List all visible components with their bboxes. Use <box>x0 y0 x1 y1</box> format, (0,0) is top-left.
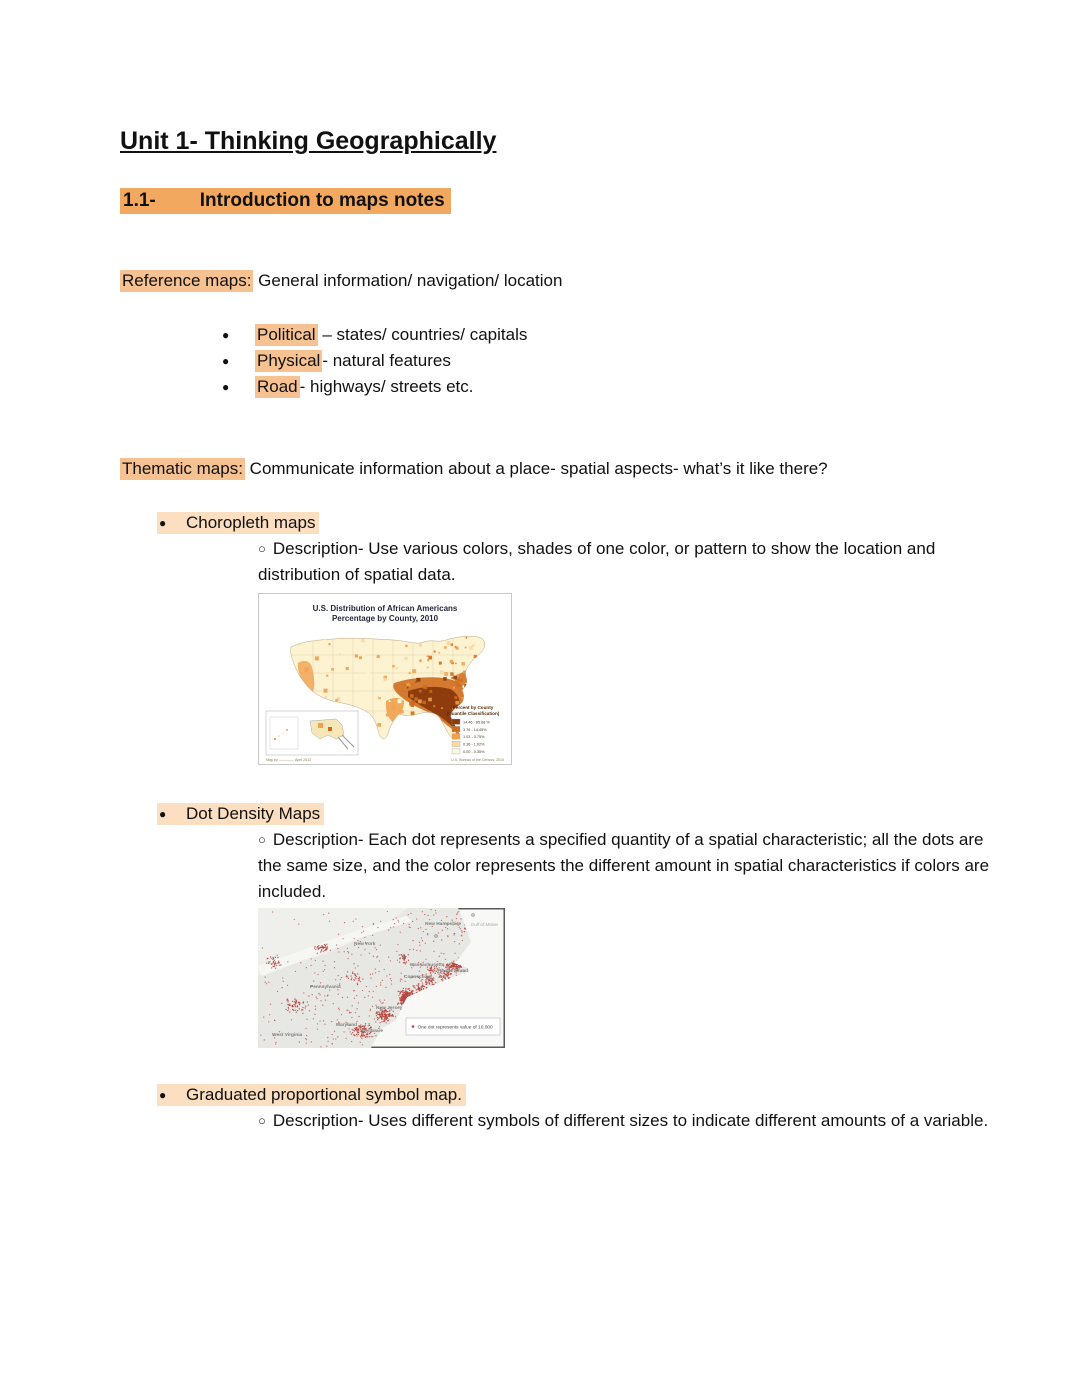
label-pennsylvania: Pennsylvania <box>310 985 341 990</box>
reference-maps-label: Reference maps: <box>122 271 252 290</box>
dot-density-description-text: Description- Each dot represents a specified quantity of a spatial characteristic; all the dots are the same size, and the color represents the different amount in spatial characteristics if colors are included. <box>258 830 990 901</box>
list-item <box>120 374 1000 400</box>
legend-title-line1: Percent by County <box>452 705 494 710</box>
legend-swatch <box>452 741 460 746</box>
bullet-icon: ● <box>222 354 230 368</box>
section-heading-highlight <box>120 188 451 214</box>
label-massachusetts: Massachusetts <box>410 963 445 968</box>
choropleth-map-image <box>258 593 512 765</box>
label-delaware: Delaware <box>362 1029 384 1034</box>
term-road-rest: - highways/ streets etc. <box>299 377 474 396</box>
choropleth-description <box>258 536 1003 588</box>
label-new-jersey: New Jersey <box>376 1006 403 1011</box>
label-rhode-island: Rhode Island <box>438 969 469 974</box>
legend-swatch <box>452 734 460 739</box>
bullet-icon: ● <box>159 1088 167 1102</box>
legend-swatch <box>452 749 460 754</box>
thematic-maps-label: Thematic maps: <box>122 459 243 478</box>
section-number: 1.1- <box>123 190 156 211</box>
section-heading-text: Introduction to maps notes <box>199 190 445 211</box>
list-item-graduated <box>120 1082 1000 1108</box>
term-political-rest: – states/ countries/ capitals <box>317 325 528 344</box>
list-item-choropleth <box>120 510 1000 536</box>
legend-dot-icon <box>412 1025 415 1028</box>
term-physical: Physical <box>257 351 321 370</box>
legend-swatch <box>452 726 460 731</box>
page-title-text: Unit 1- Thinking Geographically <box>120 127 497 155</box>
dot-density-description <box>258 827 1003 905</box>
legend-swatch <box>452 719 460 724</box>
choropleth-title-line1: U.S. Distribution of African Americans <box>312 604 458 613</box>
legend-range-label: 0.36 - 1.02% <box>463 742 485 747</box>
term-political: Political <box>257 325 316 344</box>
legend-range-label: 3.76 - 14.45% <box>463 727 487 732</box>
term-graduated: Graduated proportional symbol map. <box>186 1085 462 1104</box>
map-credit-left: Map by ————, April 2013 <box>266 758 312 762</box>
list-item <box>120 348 1000 374</box>
bullet-icon: ● <box>159 516 167 530</box>
reference-bullet-list <box>120 322 1000 400</box>
sub-bullet-icon: ○ <box>258 1113 266 1128</box>
thematic-maps-text: Communicate information about a place- spatial aspects- what’s it like there? <box>244 459 828 478</box>
term-choropleth-highlight <box>157 512 319 534</box>
bullet-icon: ● <box>159 807 167 821</box>
map-credit-right: U.S. Bureau of the Census, 2010 <box>451 758 504 762</box>
choropleth-title-line2: Percentage by County, 2010 <box>331 614 439 623</box>
graduated-description-text: Description- Uses different symbols of different sizes to indicate different amounts of a variable. <box>272 1111 989 1130</box>
legend-range-label: 1.03 - 3.75% <box>463 735 485 740</box>
sub-bullet-icon: ○ <box>258 541 266 556</box>
bullet-icon: ● <box>222 380 230 394</box>
list-item-dot-density <box>120 801 1000 827</box>
label-new-york: New York <box>354 942 376 947</box>
label-west-virginia: West Virginia <box>272 1033 303 1038</box>
term-dot-density-highlight <box>157 803 324 825</box>
list-item <box>120 322 1000 348</box>
page-title <box>120 126 1000 156</box>
term-graduated-highlight <box>157 1084 466 1106</box>
thematic-maps-paragraph <box>120 456 870 482</box>
dot-map-legend <box>406 1018 500 1035</box>
term-choropleth: Choropleth maps <box>186 513 316 532</box>
label-gulf-of-maine: Gulf of Maine <box>470 922 498 927</box>
label-maryland: Maryland <box>336 1023 358 1028</box>
choropleth-description-text: Description- Use various colors, shades of one color, or pattern to show the location and distribution of spatial data. <box>258 539 936 584</box>
reference-maps-paragraph <box>120 268 1000 294</box>
legend-title-line2: (Quantile Classification) <box>446 711 500 716</box>
reference-maps-text: General information/ navigation/ location <box>253 271 563 290</box>
section-heading <box>120 188 1000 214</box>
inset-alaska-hawaii <box>266 711 358 755</box>
label-new-hampshire: New Hampshire <box>425 922 461 927</box>
label-connecticut: Connecticut <box>404 975 432 980</box>
dot-map-legend-text: One dot represents value of 10,000 <box>417 1025 493 1031</box>
legend-range-label: 0.00 - 0.35% <box>463 750 485 754</box>
dot-density-map-image <box>258 908 505 1048</box>
term-physical-rest: - natural features <box>322 351 451 370</box>
legend-range-label: 14.46 - 85.68 % <box>463 720 490 725</box>
term-dot-density: Dot Density Maps <box>186 804 321 823</box>
sub-bullet-icon: ○ <box>258 832 266 847</box>
term-road: Road <box>257 377 298 396</box>
graduated-description <box>258 1108 1003 1134</box>
bullet-icon: ● <box>222 328 230 342</box>
